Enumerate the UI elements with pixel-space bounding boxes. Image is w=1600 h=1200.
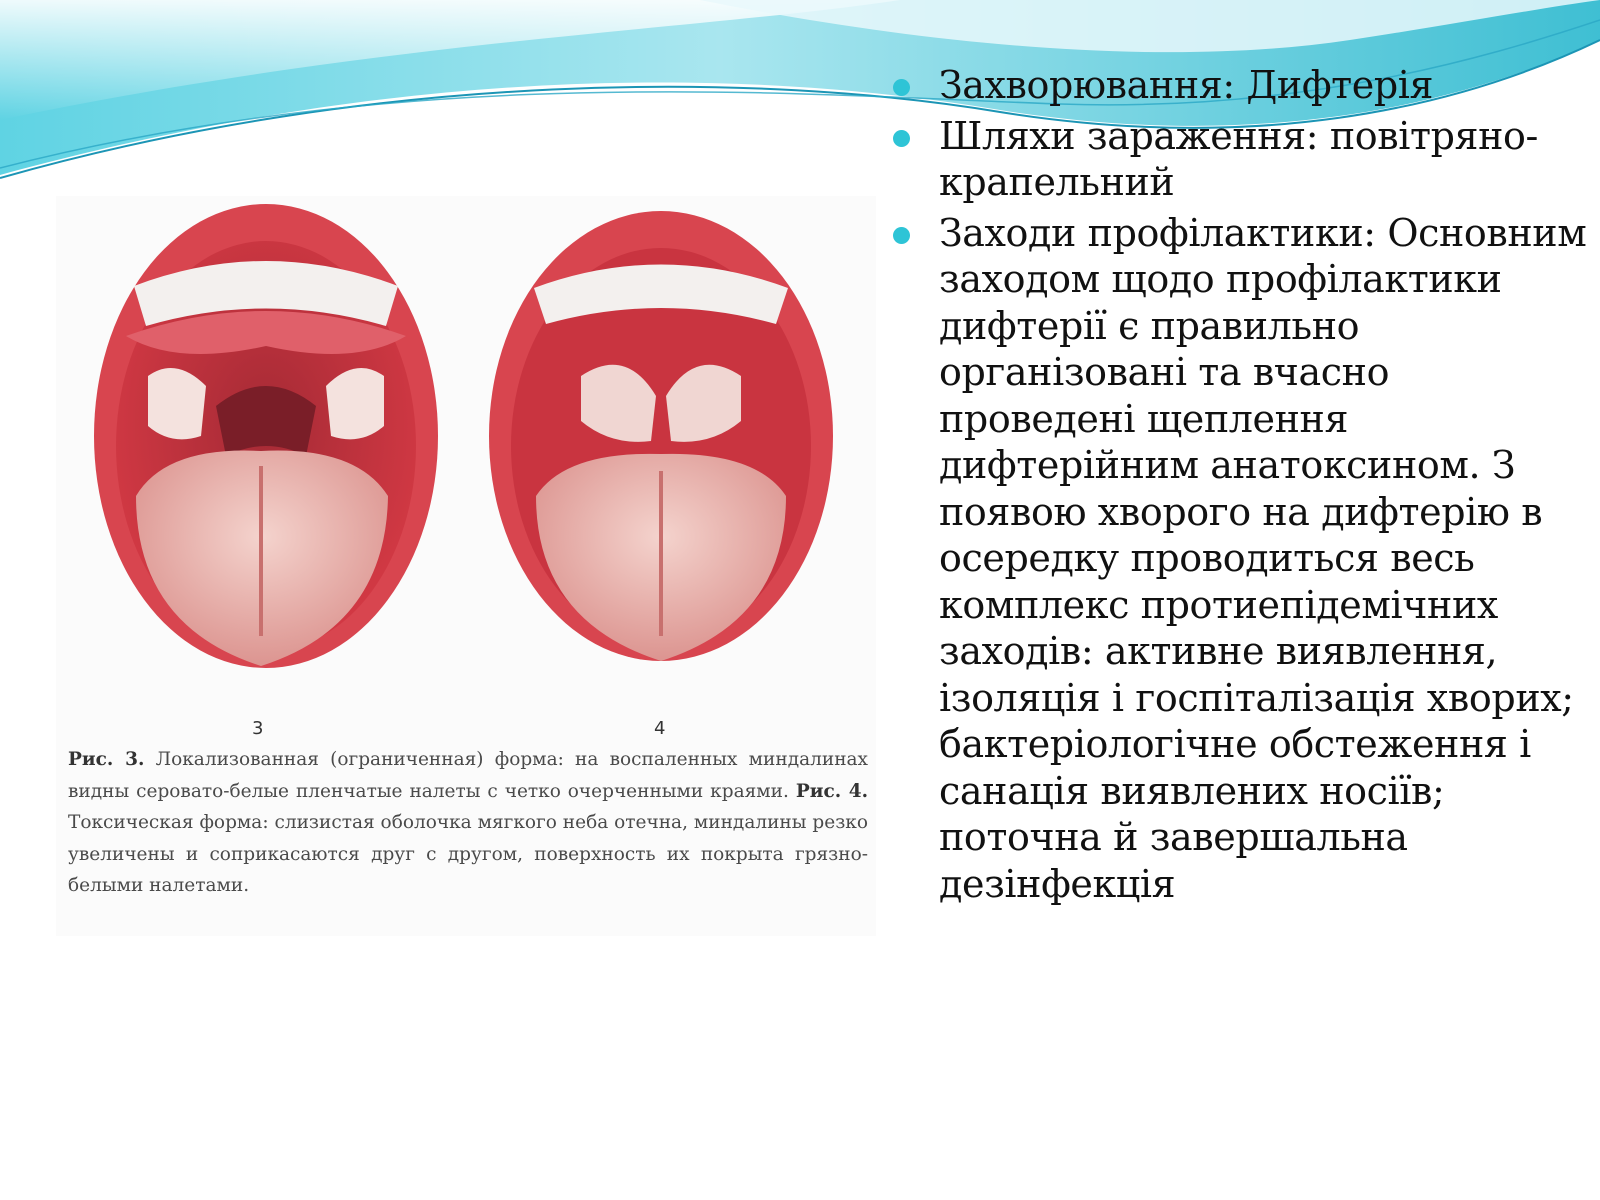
throat-drawings [56,196,876,756]
throat-figure-4 [489,211,833,661]
bullet-transmission [893,113,1593,206]
bullet-dot-icon [893,79,910,96]
slide-bullet-list [893,62,1593,911]
caption-ref-1: Рис. 3. [68,749,145,770]
figure-caption [68,744,868,902]
bullet-prevention [893,210,1593,908]
caption-text-1: Локализованная (ограниченная) форма: на воспаленных миндалинах видны серовато-белые пленчатые налеты с четко очерченными краями. [68,749,868,802]
bullet-text: Шляхи зараження: повітряно-крапельний [939,113,1538,204]
bullet-dot-icon [893,130,910,147]
bullet-dot-icon [893,227,910,244]
bullet-text: Заходи профілактики: Основним заходом щодо профілактики дифтерії є правильно організовані та вчасно проведені щеплення дифтерійним анатоксином. З появою хворого на дифтерію в осередку проводиться весь комплекс протиепідемічних заходів: активне виявлення, ізоляція і госпіталізація хворих; бактеріологічне обстеження і санація виявлених носіїв; поточна й завершальна дезінфекція [939,210,1587,906]
caption-text-2: Токсическая форма: слизистая оболочка мягкого неба отечна, миндалины резко увеличены и соприкасаются друг с другом, поверхность их покрыта грязно-белыми налетами. [68,812,868,896]
diphtheria-illustration [56,196,876,936]
bullet-text: Захворювання: Дифтерія [939,63,1434,107]
throat-figure-3 [94,204,438,668]
figure-number-3: 3 [252,718,264,739]
caption-ref-2: Рис. 4. [795,780,869,802]
figure-number-4: 4 [654,718,666,739]
bullet-disease [893,62,1593,109]
